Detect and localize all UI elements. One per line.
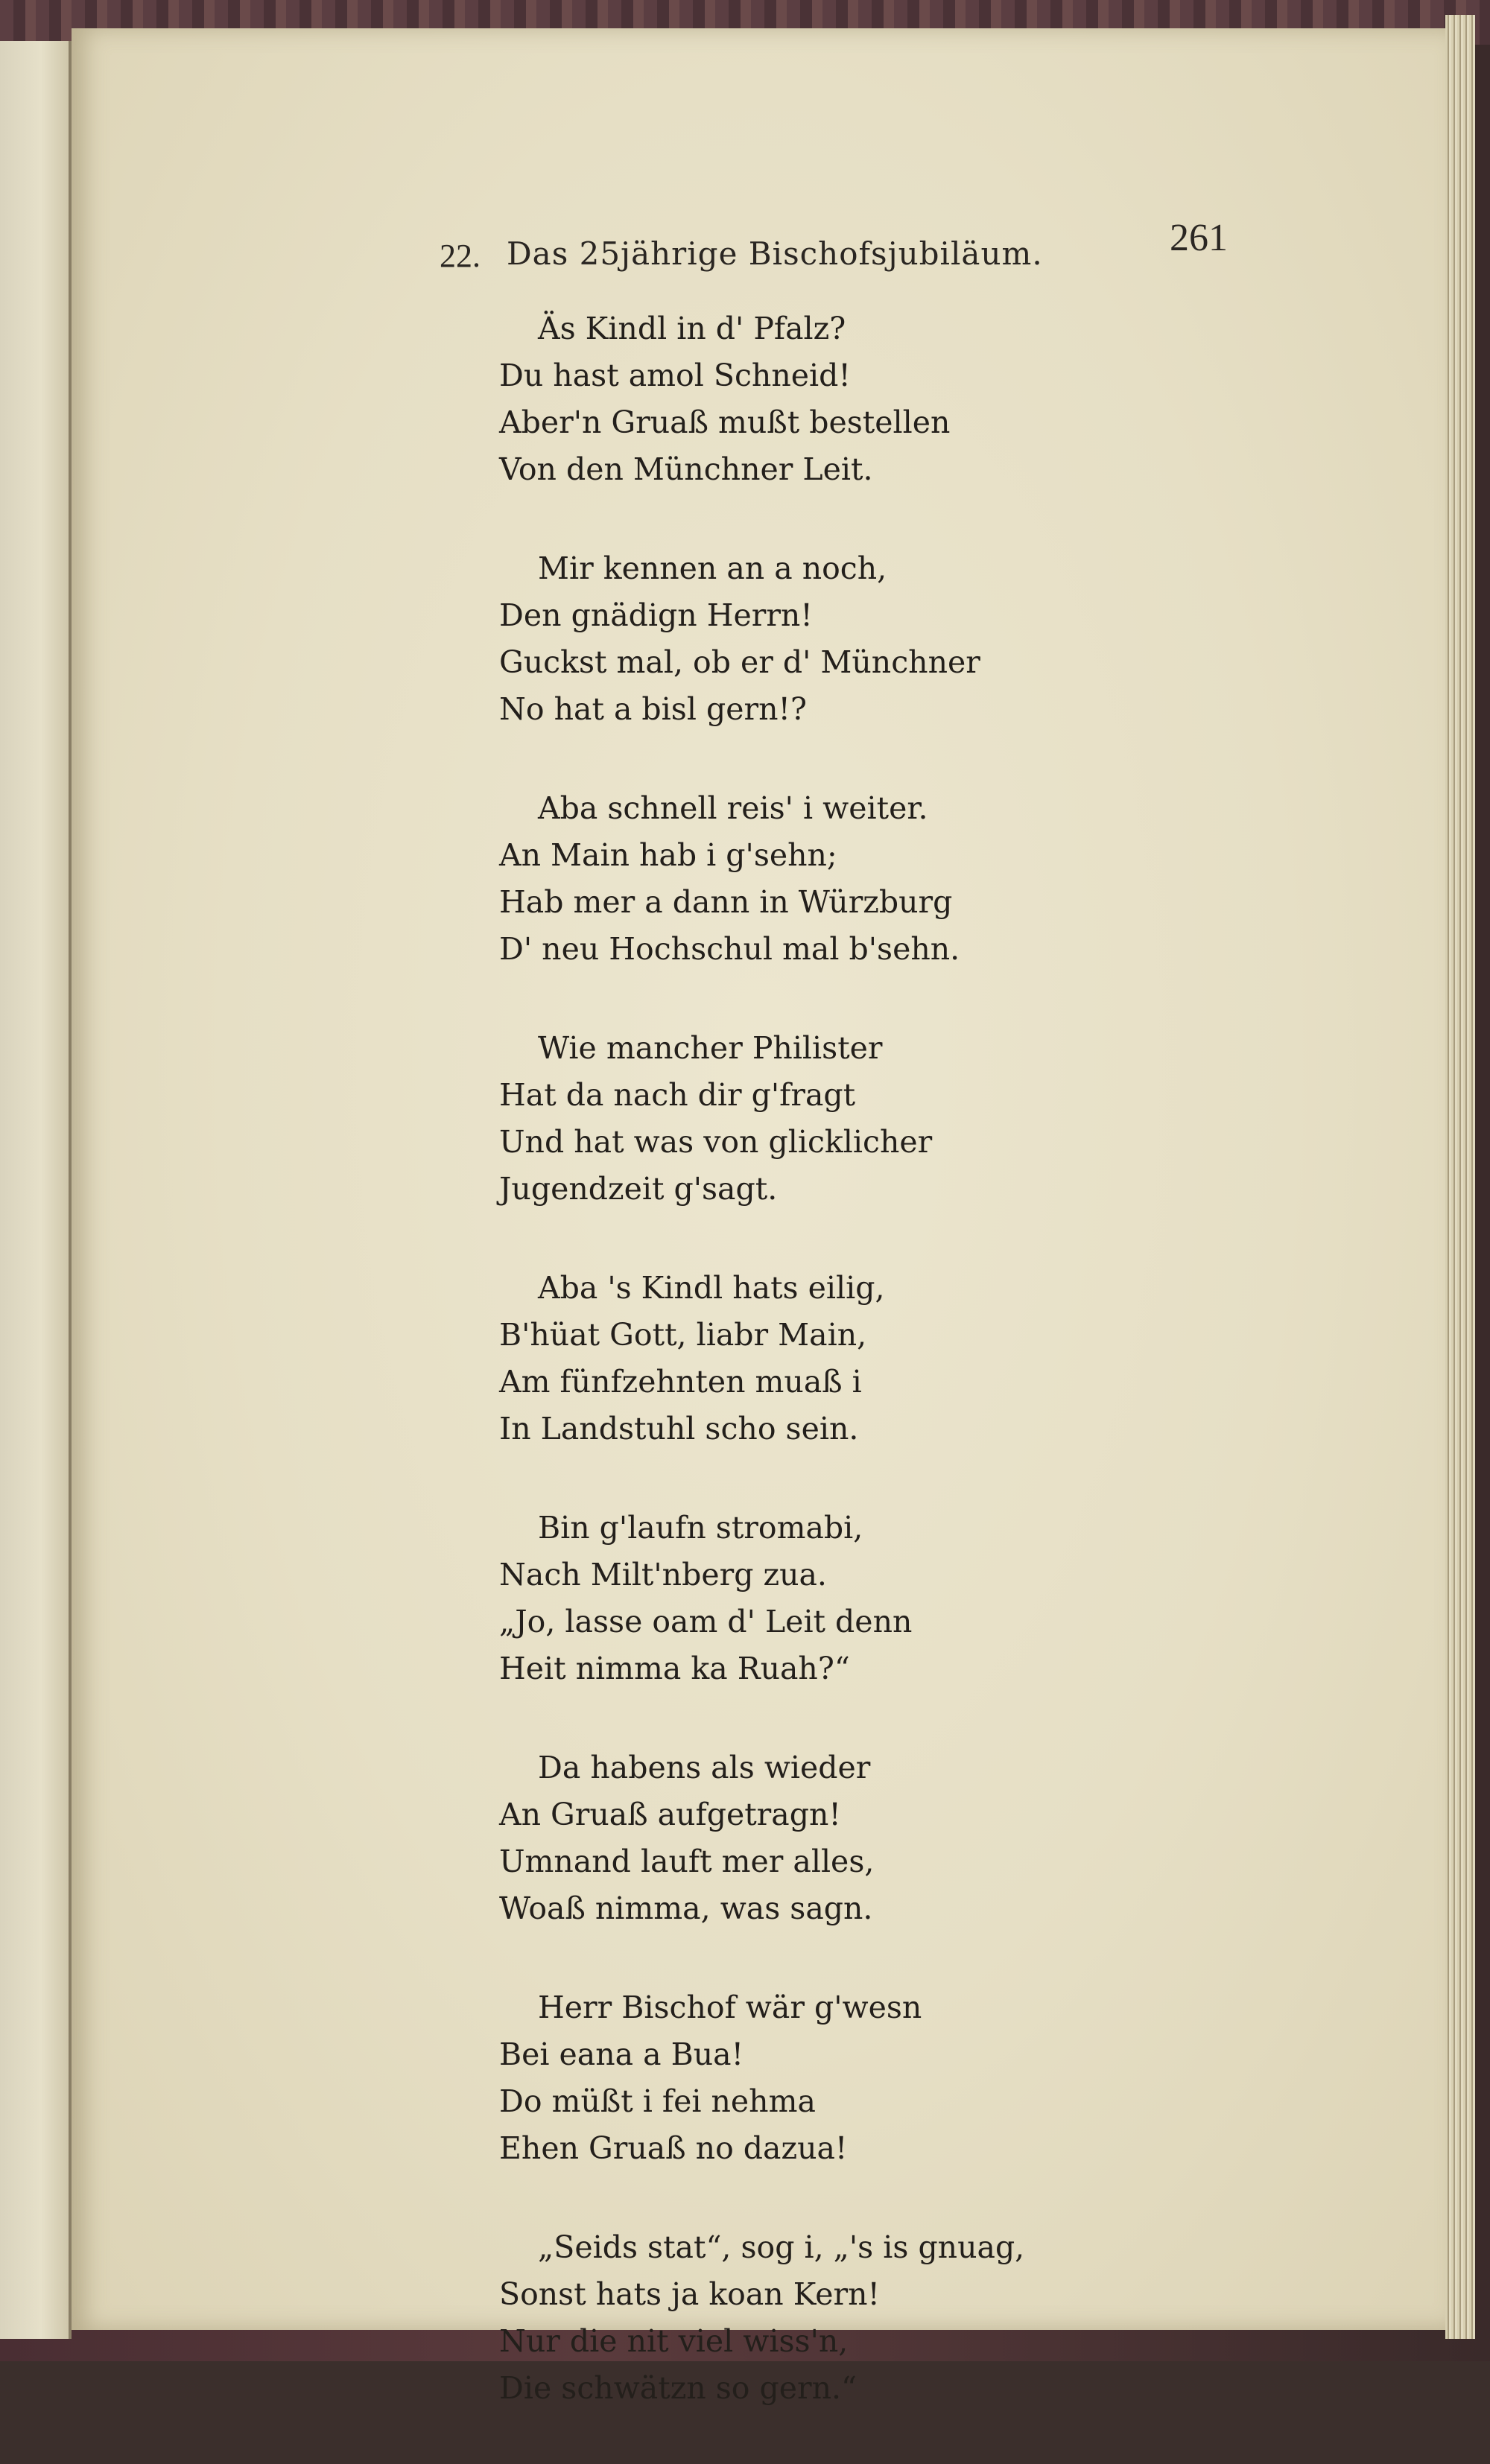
verse-line: Da habens als wieder	[538, 1750, 871, 1785]
verse-line: Von den Münchner Leit.	[499, 451, 873, 487]
poem	[499, 305, 1319, 2464]
verse-line: Aber'n Gruaß mußt bestellen	[499, 404, 951, 440]
verse-line: An Gruaß aufgetragn!	[499, 1797, 841, 1832]
stanza	[499, 1505, 1319, 1692]
verse-line: Sonst hats ja koan Kern!	[499, 2276, 880, 2312]
verse-line: Bin g'laufn stromabi,	[538, 1510, 863, 1546]
page-number: 261	[1170, 217, 1228, 259]
verse-line: Am fünfzehnten muaß i	[499, 1364, 862, 1400]
stanza	[499, 1984, 1319, 2172]
facing-page-edge	[0, 41, 72, 2339]
stanza	[499, 785, 1319, 973]
verse-line: Wie mancher Philister	[538, 1030, 883, 1066]
verse-line: Woaß nimma, was sagn.	[499, 1890, 873, 1926]
verse-line: Nach Milt'nberg zua.	[499, 1557, 827, 1593]
verse-line: Hab mer a dann in Würzburg	[499, 884, 953, 920]
verse-line: Bei eana a Bua!	[499, 2036, 744, 2072]
verse-line: Aba schnell reis' i weiter.	[538, 790, 928, 826]
verse-line: Und hat was von glicklicher	[499, 1124, 933, 1160]
running-head	[440, 223, 1259, 283]
stanza	[499, 1025, 1319, 1213]
stanza	[499, 1744, 1319, 1932]
verse-line: Den gnädign Herrn!	[499, 597, 813, 633]
verse-line: D' neu Hochschul mal b'sehn.	[499, 931, 960, 967]
running-title: Das 25jährige Bischofsjubiläum.	[507, 235, 1043, 272]
stanza	[499, 2224, 1319, 2412]
verse-line: B'hüat Gott, liabr Main,	[499, 1317, 867, 1353]
verse-line: Jugendzeit g'sagt.	[499, 1171, 778, 1207]
stanza	[499, 305, 1319, 493]
verse-line: Hat da nach dir g'fragt	[499, 1077, 856, 1113]
verse-line: Herr Bischof wär g'wesn	[538, 1990, 922, 2025]
chapter-number: 22.	[440, 238, 481, 274]
verse-line: Heit nimma ka Ruah?“	[499, 1651, 850, 1686]
page-stack-edges	[1445, 15, 1475, 2339]
verse-line: Aba 's Kindl hats eilig,	[538, 1270, 885, 1306]
verse-line: Die schwätzn so gern.“	[499, 2370, 857, 2406]
verse-line: Du hast amol Schneid!	[499, 358, 851, 393]
verse-line: Mir kennen an a noch,	[538, 550, 887, 586]
verse-line: Do müßt i fei nehma	[499, 2083, 816, 2119]
verse-line: No hat a bisl gern!?	[499, 691, 807, 727]
stanza	[499, 545, 1319, 733]
verse-line: Ehen Gruaß no dazua!	[499, 2130, 848, 2166]
verse-line: Nur die nit viel wiss'n,	[499, 2323, 849, 2359]
stanza	[499, 1265, 1319, 1452]
verse-line: In Landstuhl scho sein.	[499, 1411, 859, 1447]
verse-line: „Seids stat“, sog i, „'s is gnuag,	[538, 2229, 1025, 2265]
verse-line: „Jo, lasse oam d' Leit denn	[499, 1604, 913, 1639]
verse-line: Umnand lauft mer alles,	[499, 1844, 875, 1879]
verse-line: An Main hab i g'sehn;	[499, 837, 837, 873]
verse-line: Äs Kindl in d' Pfalz?	[538, 311, 846, 346]
verse-line: Guckst mal, ob er d' Münchner	[499, 644, 980, 680]
